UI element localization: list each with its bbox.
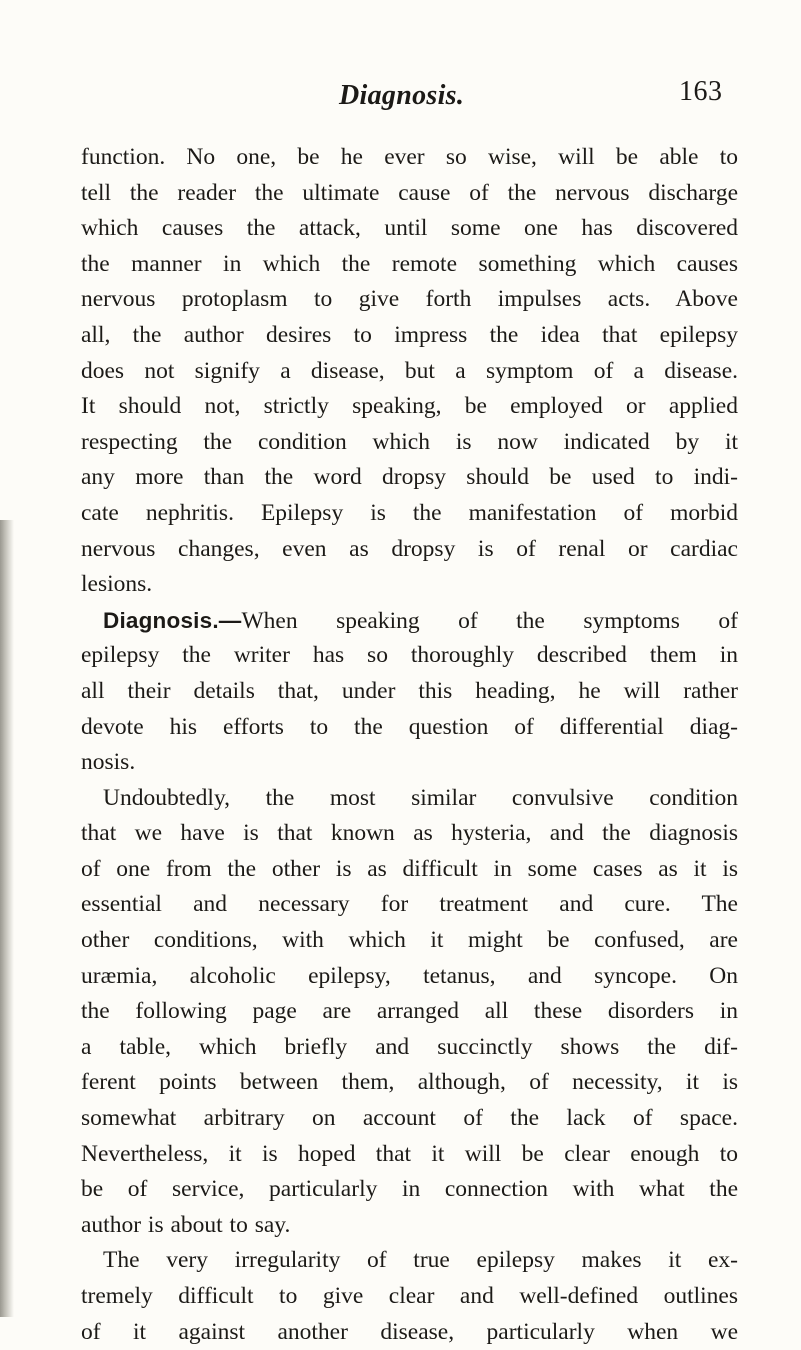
page-number: 163	[679, 76, 723, 107]
line-text: the manner in which the remote something which causes	[81, 250, 738, 277]
body-text	[81, 140, 738, 1350]
line-text: tell the reader the ultimate cause of the nervous discharge	[81, 179, 738, 206]
line-text: the following page are arranged all these disorders in	[81, 998, 738, 1025]
text-line	[81, 1243, 738, 1279]
line-text: any more than the word dropsy should be used to indi-	[81, 464, 738, 491]
text-line	[81, 425, 738, 461]
line-text: Undoubtedly, the most similar convulsive condition	[103, 784, 738, 811]
text-line	[81, 532, 738, 568]
text-line	[81, 140, 738, 176]
text-line	[81, 994, 738, 1030]
text-line	[81, 1208, 738, 1244]
text-line	[81, 638, 738, 674]
text-line	[81, 282, 738, 318]
line-text: lesions.	[81, 571, 153, 598]
line-text: function. No one, be he ever so wise, will be able to	[81, 144, 738, 170]
line-text: does not signify a disease, but a symptom of a disease.	[81, 357, 738, 384]
line-text: cate nephritis. Epilepsy is the manifestation of morbid	[81, 499, 738, 526]
text-line	[81, 674, 738, 710]
line-text: essential and necessary for treatment and cure. The	[81, 891, 738, 918]
line-text: nervous changes, even as dropsy is of renal or cardiac	[81, 535, 738, 562]
line-text: uræmia, alcoholic epilepsy, tetanus, and syncope. On	[81, 962, 738, 989]
text-line	[81, 1172, 738, 1208]
text-line	[81, 1137, 738, 1173]
text-line	[81, 1101, 738, 1137]
text-line	[81, 852, 738, 888]
text-line	[81, 923, 738, 959]
text-line	[81, 816, 738, 852]
text-line	[81, 745, 738, 781]
line-text: It should not, strictly speaking, be employed or applied	[81, 393, 738, 420]
text-line	[81, 496, 738, 532]
line-text: which causes the attack, until some one has discovered	[81, 215, 738, 242]
running-head-title: Diagnosis.	[339, 80, 465, 111]
line-text: that we have is that known as hysteria, and the diagnosis	[81, 820, 738, 847]
line-text: respecting the condition which is now indicated by it	[81, 428, 738, 455]
line-text: all, the author desires to impress the idea that epilepsy	[81, 321, 738, 348]
text-line	[81, 1279, 738, 1315]
line-text: nervous protoplasm to give forth impulses acts. Above	[81, 286, 738, 313]
line-text: author is about to say.	[81, 1211, 291, 1238]
running-head	[0, 76, 801, 116]
line-text: nosis.	[81, 749, 136, 776]
section-run-in-heading: Diagnosis.—	[103, 607, 242, 633]
line-text: other conditions, with which it might be confused, are	[81, 927, 738, 954]
line-text: The very irregularity of true epilepsy makes it ex-	[103, 1247, 738, 1274]
line-text: somewhat arbitrary on account of the lack of space.	[81, 1105, 738, 1132]
line-text: Nevertheless, it is hoped that it will be clear enough to	[81, 1140, 738, 1167]
text-line	[81, 1315, 738, 1350]
line-text: be of service, particularly in connection with what the	[81, 1176, 738, 1203]
text-line	[81, 603, 738, 639]
text-line	[81, 318, 738, 354]
text-line	[81, 389, 738, 425]
line-text: devote his efforts to the question of differential diag-	[81, 713, 738, 740]
line-text: When speaking of the symptoms of	[241, 607, 738, 634]
text-line	[81, 567, 738, 603]
text-line	[81, 1065, 738, 1101]
text-line	[81, 1030, 738, 1066]
line-text: tremely difficult to give clear and well-defined outlines	[81, 1283, 738, 1309]
text-line	[81, 354, 738, 390]
page-edge-shadow	[0, 520, 14, 1317]
line-text: a table, which briefly and succinctly shows the dif-	[81, 1033, 738, 1060]
text-line	[81, 176, 738, 212]
text-line	[81, 887, 738, 923]
text-line	[81, 781, 738, 817]
line-text: epilepsy the writer has so thoroughly described them in	[81, 642, 738, 669]
text-line	[81, 247, 738, 283]
text-line	[81, 460, 738, 496]
line-text: of one from the other is as difficult in some cases as it is	[81, 855, 738, 882]
text-line	[81, 211, 738, 247]
text-line	[81, 710, 738, 746]
text-line	[81, 959, 738, 995]
line-text: all their details that, under this heading, he will rather	[81, 677, 738, 704]
line-text: ferent points between them, although, of necessity, it is	[81, 1069, 738, 1096]
line-text: of it against another disease, particularly when we	[81, 1318, 738, 1345]
